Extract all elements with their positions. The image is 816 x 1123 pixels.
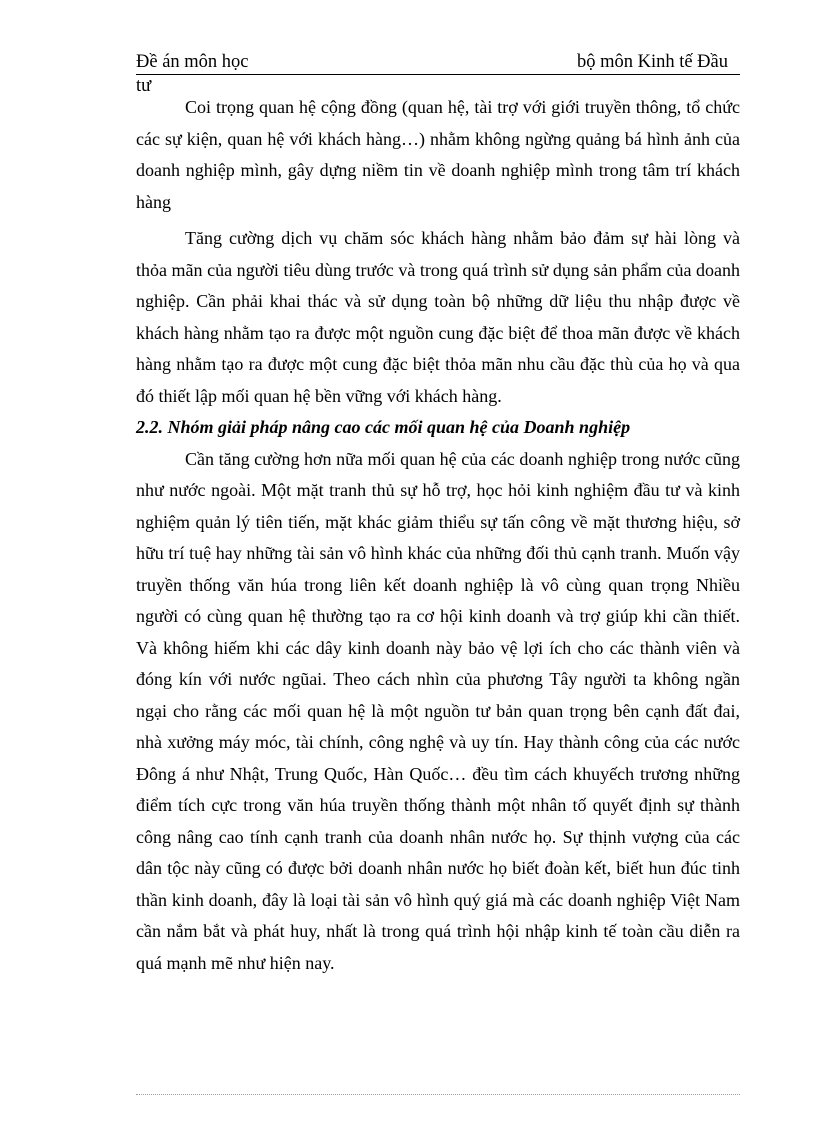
page-header: [136, 50, 740, 75]
document-body: [136, 92, 740, 979]
paragraph-community-relations: Coi trọng quan hệ cộng đồng (quan hệ, tài trợ với giới truyền thông, tổ chức các sự kiện, quan hệ với khách hàng…) nhằm không ngừng quảng bá hình ảnh của doanh nghiệp mình, gây dựng niềm tin về doanh nghiệp mình trong tâm trí khách hàng: [136, 97, 740, 212]
header-department: bộ môn Kinh tế Đầu: [576, 52, 728, 72]
header-course-title: Đề án môn học: [136, 52, 249, 72]
paragraph-business-relations: Cần tăng cường hơn nữa mối quan hệ của các doanh nghiệp trong nước cũng như nước ngoài. Một mặt tranh thủ sự hỗ trợ, học hỏi kinh nghiệm đầu tư và kinh nghiệm quản lý tiên tiến, mặt khác giảm thiểu sự tấn công về mặt thương hiệu, sở hữu trí tuệ hay những tài sản vô hình khác của những đối thủ cạnh tranh. Muốn vậy truyền thống văn húa trong liên kết doanh nghiệp là vô cùng quan trọng Nhiều người có cùng quan hệ thường tạo ra cơ hội kinh doanh và trợ giúp khi cần thiết. Và không hiếm khi các dây kinh doanh này bảo vệ lợi ích cho các thành viên và đóng kín với nước ngũai. Theo cách nhìn của phương Tây người ta không ngần ngại cho rằng các mối quan hệ là một nguồn tư bản quan trọng bên cạnh đất đai, nhà xưởng máy móc, tài chính, công nghệ và uy tín. Hay thành công của các nước Đông á như Nhật, Trung Quốc, Hàn Quốc… đều tìm cách khuyếch trương những điểm tích cực trong văn húa truyền thống thành một nhân tố quyết định sự thành công nâng cao tính cạnh tranh của doanh nhân nước họ. Sự thịnh vượng của các dân tộc này cũng có được bởi doanh nhân nước họ biết đoàn kết, biết hun đúc tinh thần kinh doanh, đây là loại tài sản vô hình quý giá mà các doanh nghiệp Việt Nam cần nắm bắt và phát huy, nhất là trong quá trình hội nhập kinh tế toàn cầu diễn ra quá mạnh mẽ như hiện nay.: [136, 448, 740, 973]
header-continuation: tư: [136, 76, 152, 96]
section-heading: 2.2. Nhóm giải pháp nâng cao các mối quan hệ của Doanh nghiệp: [136, 417, 631, 437]
page-bottom-divider: [136, 1094, 740, 1095]
paragraph-customer-service: Tăng cường dịch vụ chăm sóc khách hàng nhằm bảo đảm sự hài lòng và thỏa mãn của người tiêu dùng trước và trong quá trình sử dụng sản phẩm của doanh nghiệp. Cần phải khai thác và sử dụng toàn bộ những dữ liệu thu nhập được về khách hàng nhằm tạo ra được một nguồn cung đặc biệt để thoa mãn được về khách hàng nhằm tạo ra được một cung đặc biệt thỏa mãn nhu cầu đặc thù của họ và qua đó thiết lập mối quan hệ bền vững với khách hàng.: [136, 228, 740, 406]
